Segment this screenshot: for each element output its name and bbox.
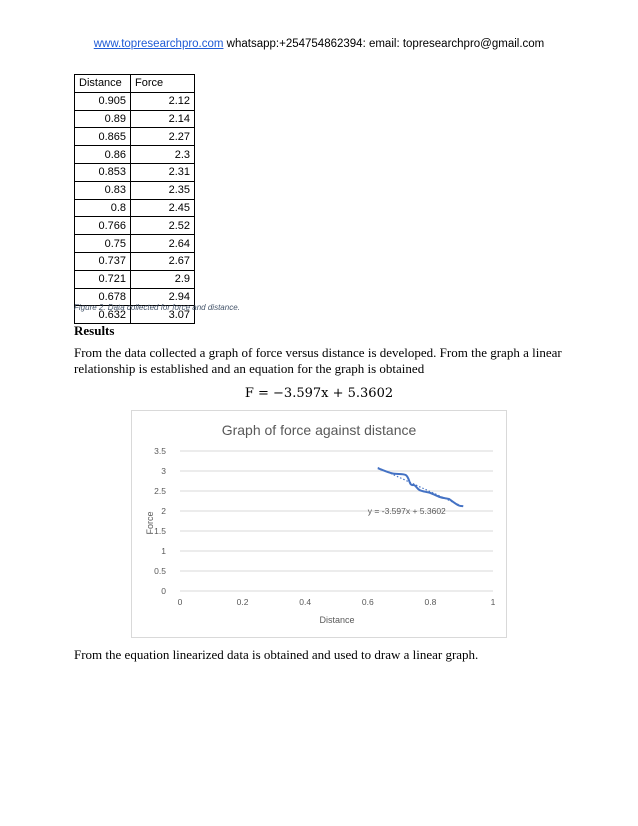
y-tick-label: 3.5 [154,446,166,456]
x-tick-label: 0.2 [236,597,249,607]
force-cell: 2.64 [131,235,195,253]
chart [131,410,507,638]
distance-cell: 0.632 [75,306,131,324]
force-cell: 2.67 [131,252,195,270]
distance-cell: 0.83 [75,181,131,199]
distance-cell: 0.766 [75,217,131,235]
force-cell: 2.27 [131,128,195,146]
y-tick-label: 2.5 [154,486,166,496]
force-cell: 2.52 [131,217,195,235]
force-cell: 2.3 [131,146,195,164]
data-table [74,74,195,324]
website-link[interactable]: www.topresearchpro.com [93,38,224,50]
table-row [75,181,195,199]
table-row [75,217,195,235]
table-row [75,128,195,146]
y-tick-label: 2 [161,506,166,516]
force-cell: 2.31 [131,163,195,181]
distance-cell: 0.865 [75,128,131,146]
column-header-force: Force [131,75,195,93]
gridlines [180,451,493,571]
table-row [75,252,195,270]
force-cell: 2.35 [131,181,195,199]
table-row [75,110,195,128]
table-body [75,92,195,323]
trendline-equation-label: y = -3.597x + 5.3602 [367,506,446,516]
distance-cell: 0.721 [75,270,131,288]
force-cell: 2.14 [131,110,195,128]
column-header-distance: Distance [75,75,131,93]
x-tick-label: 0.4 [299,597,312,607]
table-header-row [75,75,195,93]
distance-cell: 0.678 [75,288,131,306]
distance-cell: 0.853 [75,163,131,181]
table-row [75,163,195,181]
x-tick-label: 1 [490,597,496,607]
y-tick-label: 3 [161,466,166,476]
table-row [75,235,195,253]
distance-cell: 0.89 [75,110,131,128]
table-row [75,146,195,164]
distance-cell: 0.737 [75,252,131,270]
distance-cell: 0.8 [75,199,131,217]
table-row [75,92,195,110]
page-header [0,38,638,50]
table-row [75,199,195,217]
figure-caption: Figure 2. Data collected for force and distance. [74,303,240,312]
chart-title: Graph of force against distance [221,422,417,438]
paragraph-intro: From the data collected a graph of force versus distance is developed. From the graph a linear relationship is established and an equation for the graph is obtained [74,345,562,376]
x-tick-label: 0 [177,597,183,607]
x-tick-label: 0.6 [361,597,374,607]
force-cell: 3.07 [131,306,195,324]
x-tick-label: 0.8 [424,597,437,607]
chart-svg [132,411,506,637]
paragraph-conclusion: From the equation linearized data is obtained and used to draw a linear graph. [74,647,479,662]
results-heading: Results [74,323,115,338]
axes [154,446,495,607]
force-cell: 2.12 [131,92,195,110]
y-tick-label: 1.5 [154,526,166,536]
distance-cell: 0.75 [75,235,131,253]
force-cell: 2.45 [131,199,195,217]
force-cell: 2.94 [131,288,195,306]
y-tick-label: 0.5 [154,566,166,576]
distance-cell: 0.905 [75,92,131,110]
y-tick-label: 1 [161,546,166,556]
force-cell: 2.9 [131,270,195,288]
contact-info: whatsapp:+254754862394: email: topresearchpro@gmail.com [223,38,545,50]
series-layer [368,468,463,516]
y-tick-label: 0 [161,586,166,596]
equation: F = −3.597x + 5.3602 [244,386,394,401]
x-axis-label: Distance [319,615,355,625]
distance-cell: 0.86 [75,146,131,164]
data-series-line [378,468,463,506]
y-axis-label: Force [145,511,155,535]
table-row [75,270,195,288]
